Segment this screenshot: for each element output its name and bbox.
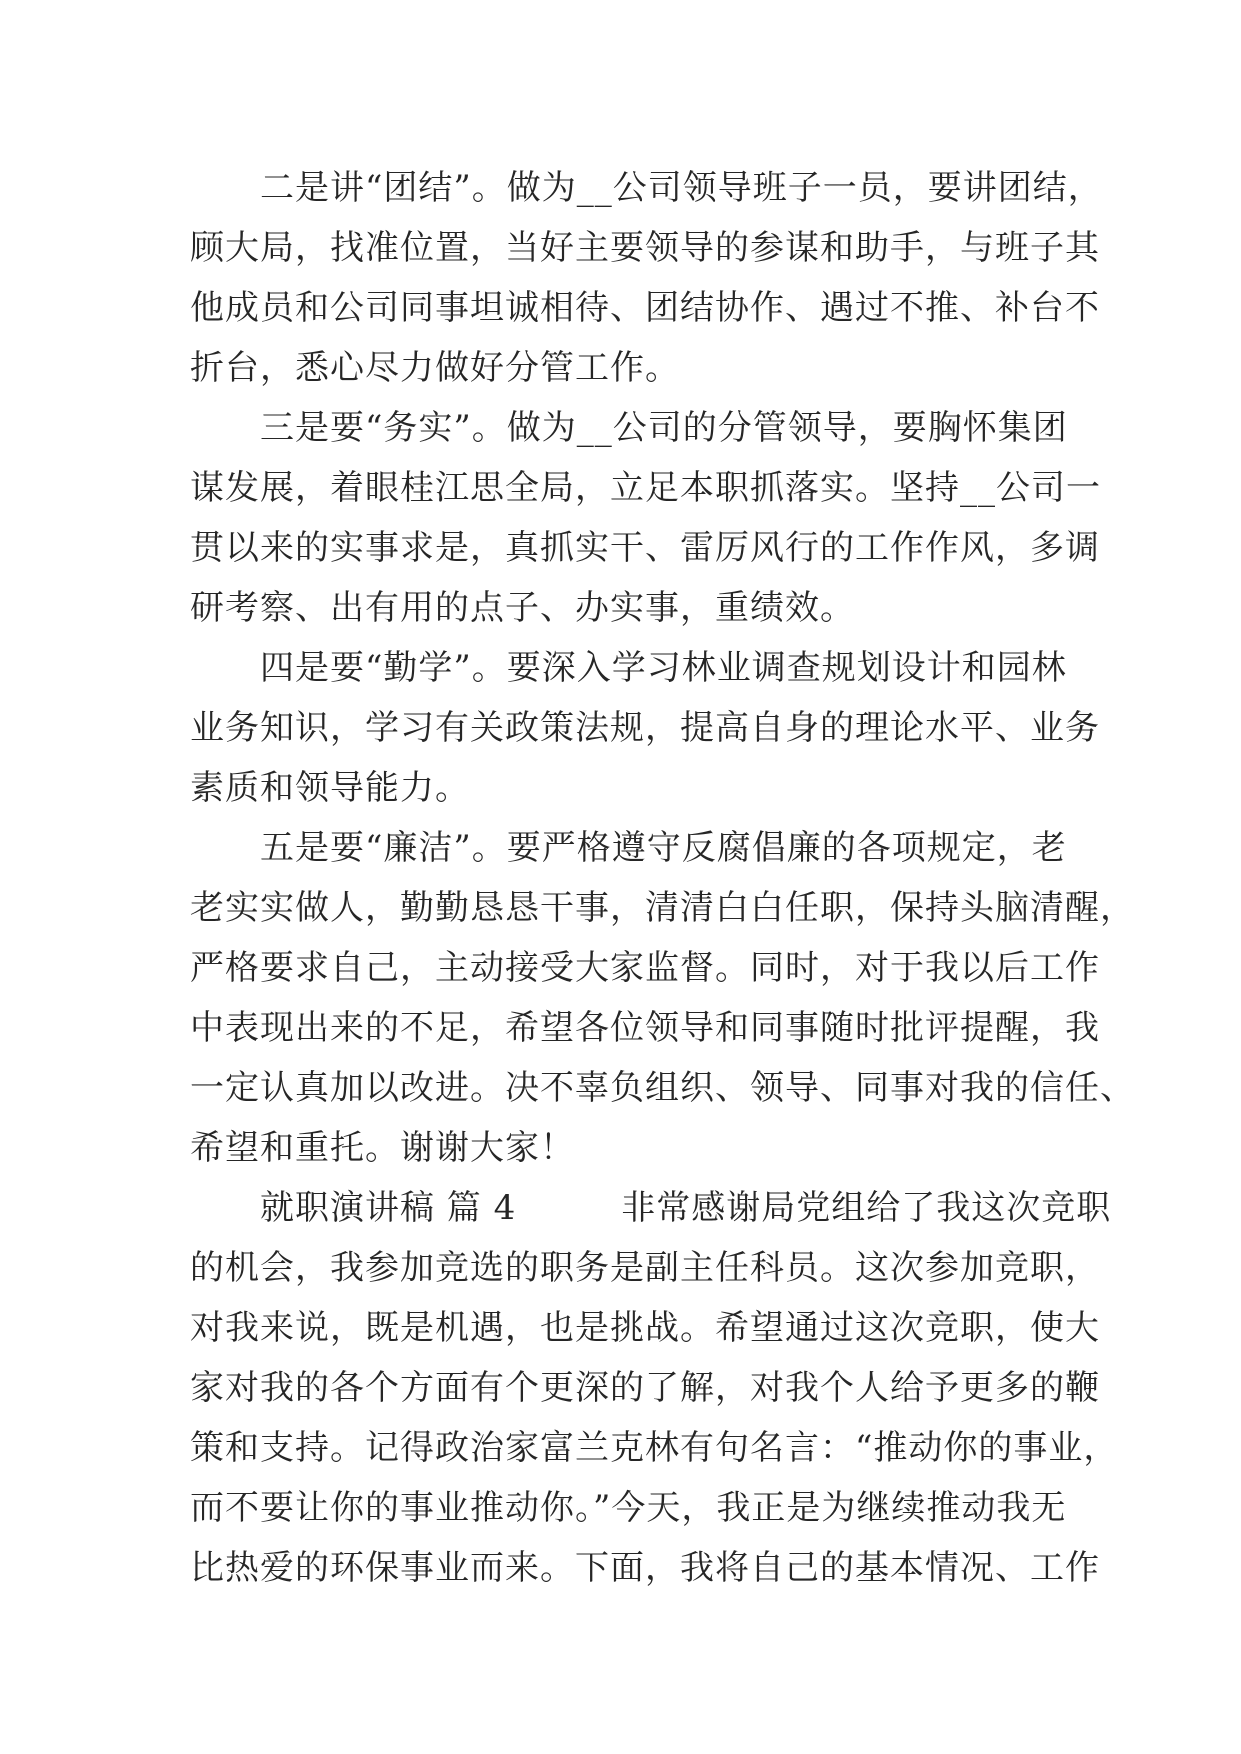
text-line: 研考察、出有用的点子、办实事，重绩效。	[190, 588, 855, 628]
text-line: 的机会，我参加竞选的职务是副主任科员。这次参加竞职，	[190, 1248, 1100, 1288]
text-line: 就职演讲稿 篇 4 非常感谢局党组给了我这次竞职	[190, 1188, 1112, 1228]
text-line: 老实实做人，勤勤恳恳干事，清清白白任职，保持头脑清醒，	[190, 888, 1135, 928]
text-line: 素质和领导能力。	[190, 768, 470, 808]
text-line: 二是讲“团结”。做为__公司领导班子一员，要讲团结，	[190, 168, 1103, 208]
text-line: 严格要求自己，主动接受大家监督。同时，对于我以后工作	[190, 948, 1100, 988]
document-body	[190, 158, 1135, 1598]
text-line: 顾大局，找准位置，当好主要领导的参谋和助手，与班子其	[190, 228, 1100, 268]
text-line: 三是要“务实”。做为__公司的分管领导，要胸怀集团	[190, 408, 1068, 448]
text-line: 四是要“勤学”。要深入学习林业调查规划设计和园林	[190, 648, 1067, 688]
text-line: 中表现出来的不足，希望各位领导和同事随时批评提醒，我	[190, 1008, 1100, 1048]
text-line: 谋发展，着眼桂江思全局，立足本职抓落实。坚持__公司一	[190, 468, 1101, 508]
text-line: 比热爱的环保事业而来。下面，我将自己的基本情况、工作	[190, 1548, 1100, 1588]
text-line: 而不要让你的事业推动你。”今天，我正是为继续推动我无	[190, 1488, 1067, 1528]
text-line: 一定认真加以改进。决不辜负组织、领导、同事对我的信任、	[190, 1068, 1135, 1108]
text-line: 他成员和公司同事坦诚相待、团结协作、遇过不推、补台不	[190, 288, 1100, 328]
text-line: 希望和重托。谢谢大家！	[190, 1128, 575, 1168]
text-line: 五是要“廉洁”。要严格遵守反腐倡廉的各项规定，老	[190, 828, 1067, 868]
text-line: 策和支持。记得政治家富兰克林有句名言：“推动你的事业，	[190, 1428, 1119, 1468]
text-line: 折台，悉心尽力做好分管工作。	[190, 348, 680, 388]
text-line: 对我来说，既是机遇，也是挑战。希望通过这次竞职，使大	[190, 1308, 1100, 1348]
text-line: 家对我的各个方面有个更深的了解，对我个人给予更多的鞭	[190, 1368, 1100, 1408]
text-line: 贯以来的实事求是，真抓实干、雷厉风行的工作作风，多调	[190, 528, 1100, 568]
text-line: 业务知识，学习有关政策法规，提高自身的理论水平、业务	[190, 708, 1100, 748]
